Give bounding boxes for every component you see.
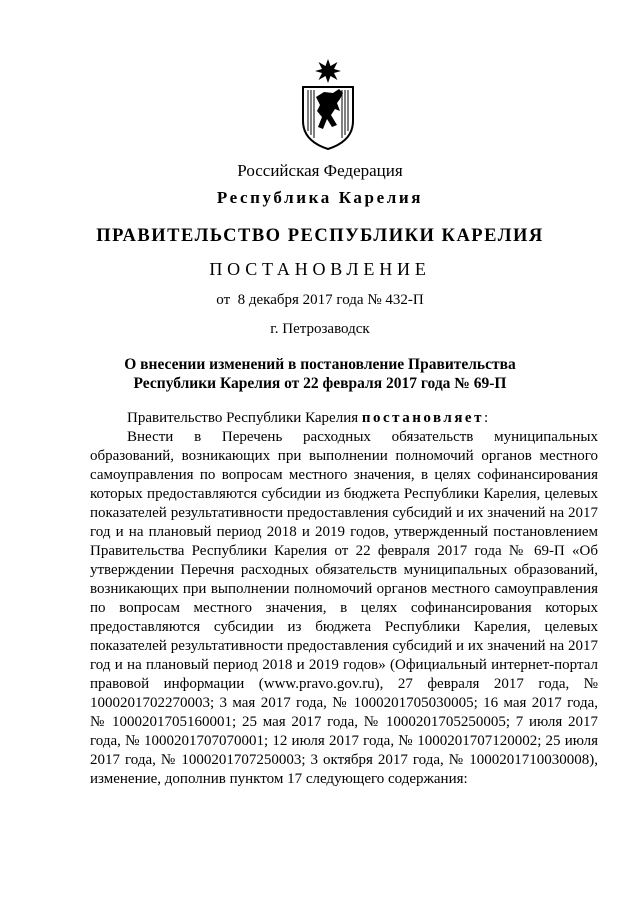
title-line-1: О внесении изменений в постановление Правительства xyxy=(124,356,516,373)
intro-suffix: : xyxy=(483,410,489,426)
main-paragraph: Внести в Перечень расходных обязательств муниципальных образований, возникающих при выполнении полномочий органов местного самоуправления по вопросам местного значения, в целях софинансирования которых предоставляются субсидии из бюджета Республики Карелия, целевых показателей результативности предоставления субсидий и их значений на 2017 год и на плановый период 2018 и 2019 годов, утвержденный постановлением Правительства Республики Карелия от 22 февраля 2017 года № 69-П «Об утверждении Перечня расходных обязательств муниципальных образований, возникающих при выполнении полномочий органов местного самоуправления по вопросам местного значения, в целях софинансирования которых предоставляются субсидии из бюджета Республики Карелия, целевых показателей результативности предоставления субсидий и их значений на 2017 год и на плановый период 2018 и 2019 годов» (Официальный интернет-портал правовой информации (www.pravo.gov.ru), 27 февраля 2017 года, № 1000201702270003; 3 мая 2017 года, № 1000201705030005; 16 мая 2017 года, № 1000201705160001; 25 мая 2017 года, № 1000201705250005; 7 июля 2017 года, № 1000201707070001; 12 июля 2017 года, № 1000201707120002; 25 июля 2017 года, № 1000201707250003; 3 октября 2017 года, № 1000201710030008), изменение, дополнив пунктом 17 следующего содержания: xyxy=(90,429,598,787)
decree-body xyxy=(90,409,598,789)
country-name: Российская Федерация xyxy=(237,161,403,180)
intro-keyword: постановляет xyxy=(361,410,484,426)
karelia-coat-of-arms-icon xyxy=(299,59,357,151)
republic-name: Республика Карелия xyxy=(216,188,424,207)
decree-date-number: от 8 декабря 2017 года № 432-П xyxy=(216,292,424,308)
title-line-2: Республики Карелия от 22 февраля 2017 года № 69-П xyxy=(133,375,507,392)
intro-line xyxy=(90,409,598,428)
decree-title xyxy=(90,355,550,393)
intro-prefix: Правительство Республики Карелия xyxy=(127,410,362,426)
city-name: г. Петрозаводск xyxy=(270,321,370,337)
document-type: ПОСТАНОВЛЕНИЕ xyxy=(209,259,431,279)
government-heading: ПРАВИТЕЛЬСТВО РЕСПУБЛИКИ КАРЕЛИЯ xyxy=(96,226,544,246)
